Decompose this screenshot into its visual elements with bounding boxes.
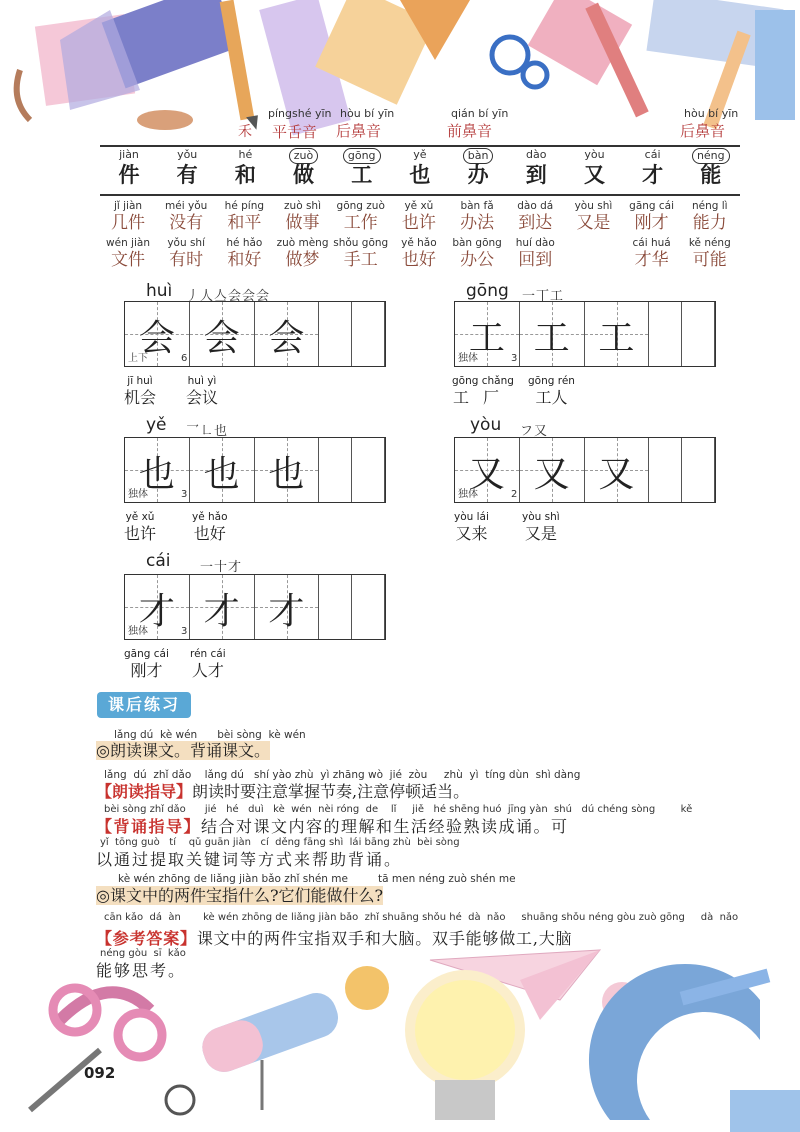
header-char-glyph: 又 xyxy=(583,162,605,187)
word-row2-7: huí dào 回到 xyxy=(515,237,555,270)
question-2: ◎课文中的两件宝指什么?它们能做什么? xyxy=(96,886,384,905)
header-char-glyph: 工 xyxy=(351,162,373,187)
header-char-pinyin: hé xyxy=(238,148,253,161)
header-char-glyph: 和 xyxy=(234,162,256,187)
ye-example-1: yě xǔ 也许 xyxy=(124,511,157,543)
header-char-0 xyxy=(104,148,154,188)
word-row1-10: néng lì 能力 xyxy=(691,200,728,233)
word-row1-3: zuò shì 做事 xyxy=(284,200,322,233)
recitation-guide-tag: 【背诵指导】 xyxy=(96,817,202,836)
word-row2-1: yǒu shí 有时 xyxy=(167,237,206,270)
g1-pinyin: lǎng dú zhǐ dǎo lǎng dú shí yào zhù yì zhāng wò jié zòu zhù yì tíng dùn shì dàng xyxy=(104,769,581,781)
ye-char: 也 xyxy=(203,454,240,495)
word-row2-3: zuò mèng 做梦 xyxy=(276,237,329,270)
word-row2-5: yě hǎo 也好 xyxy=(401,237,437,270)
word-row1-8: yòu shì 又是 xyxy=(574,200,613,233)
ye-pinyin: yě xyxy=(146,415,167,435)
ye-char: 也 xyxy=(138,454,175,495)
recitation-guide: 【背诵指导】结合对课文内容的理解和生活经验熟读成诵。可 xyxy=(96,817,569,836)
word-row1-2: hé píng 和平 xyxy=(224,200,265,233)
you-pinyin: yòu xyxy=(470,415,502,435)
header-note-2: hòu bí yīn 后鼻音 xyxy=(336,107,395,140)
hui-char: 会 xyxy=(138,318,175,359)
hui-writing-grid xyxy=(124,301,386,367)
header-char-pinyin: yǒu xyxy=(177,148,198,161)
gong-stroke-order: 一丅工 xyxy=(522,289,565,304)
you-char: 又 xyxy=(468,454,505,495)
gong-example-1: gōng chǎng 工厂 xyxy=(452,375,514,407)
hui-example-1: jī huì 机会 xyxy=(124,375,157,407)
hui-stroke-order: 丿人亼会会会 xyxy=(186,289,271,304)
reference-answer: 【参考答案】课文中的两件宝指双手和大脑。双手能够做工,大脑 xyxy=(96,929,573,948)
cai-pinyin: cái xyxy=(146,551,171,571)
reference-answer-cont: 能够思考。 xyxy=(96,961,187,980)
word-row1-4: gōng zuò 工作 xyxy=(336,200,385,233)
header-char-7 xyxy=(511,148,561,188)
header-char-5 xyxy=(395,148,445,188)
word-row2-10: kě néng 可能 xyxy=(688,237,731,270)
header-char-glyph: 件 xyxy=(118,162,140,187)
gong-char: 工 xyxy=(468,318,505,359)
hui-char: 会 xyxy=(268,318,305,359)
word-row1-6: bàn fǎ 办法 xyxy=(460,200,495,233)
header-char-1 xyxy=(162,148,212,188)
gong-example-2: gōng rén 工人 xyxy=(528,375,575,407)
header-char-pinyin: yòu xyxy=(584,148,605,161)
cai-example-2: rén cái 人才 xyxy=(190,648,226,680)
ye-example-2: yě hǎo 也好 xyxy=(192,511,228,543)
word-list-row-1 xyxy=(100,200,740,236)
word-row2-9: cái huá 才华 xyxy=(632,237,671,270)
word-row2-4: shǒu gōng 手工 xyxy=(333,237,389,270)
gong-writing-grid xyxy=(454,301,716,367)
header-char-2 xyxy=(220,148,270,188)
gong-structure: 独体 xyxy=(458,353,478,364)
header-char-pinyin: dào xyxy=(526,148,547,161)
reading-guide-tag: 【朗读指导】 xyxy=(96,782,193,801)
you-writing-grid xyxy=(454,437,716,503)
cai-stroke-count: 3 xyxy=(181,626,188,637)
header-char-pinyin: néng xyxy=(692,148,730,164)
cai-writing-grid xyxy=(124,574,386,640)
header-char-10 xyxy=(686,148,736,188)
header-char-4 xyxy=(337,148,387,188)
q2-pinyin: kè wén zhōng de liǎng jiàn bǎo zhǐ shén me tā men néng zuò shén me xyxy=(118,873,516,885)
header-char-8 xyxy=(569,148,619,188)
g2b-pinyin: yǐ tōng guò tí qǔ guān jiàn cí děng fāng shì lái bāng zhù bèi sòng xyxy=(100,837,460,848)
header-char-pinyin: gōng xyxy=(343,148,381,164)
word-row1-5: yě xǔ 也许 xyxy=(401,200,436,233)
stationery-illustration-bottom xyxy=(0,940,800,1132)
header-char-6 xyxy=(453,148,503,188)
hui-pinyin: huì xyxy=(146,281,173,301)
exercise-badge: 课后练习 xyxy=(97,692,191,718)
header-char-glyph: 做 xyxy=(293,162,315,187)
header-char-glyph: 办 xyxy=(467,162,489,187)
ye-char: 也 xyxy=(268,454,305,495)
word-row1-9: gāng cái 刚才 xyxy=(629,200,675,233)
word-row1-7: dào dá 到达 xyxy=(517,200,554,233)
hui-char: 会 xyxy=(203,318,240,359)
header-rule-top xyxy=(100,145,740,147)
gong-char: 工 xyxy=(598,318,635,359)
header-note-4: hòu bí yīn 后鼻音 xyxy=(680,107,739,140)
you-char: 又 xyxy=(598,454,635,495)
header-char-glyph: 才 xyxy=(642,162,664,187)
you-stroke-order: フ又 xyxy=(520,424,549,439)
gong-char: 工 xyxy=(533,318,570,359)
reference-answer-tag: 【参考答案】 xyxy=(96,929,197,948)
question-1: ◎朗读课文。背诵课文。 xyxy=(96,741,270,760)
word-row1-0: jǐ jiàn 几件 xyxy=(111,200,145,233)
header-char-pinyin: jiàn xyxy=(119,148,139,161)
you-example-1: yòu lái 又来 xyxy=(454,511,489,543)
header-char-glyph: 能 xyxy=(700,162,722,187)
header-char-pinyin: zuò xyxy=(289,148,318,164)
header-char-glyph: 到 xyxy=(525,162,547,187)
g2-pinyin: bèi sòng zhǐ dǎo jié hé duì kè wén nèi róng de lǐ jiě hé shēng huó jīng yàn shú dú chéng sòng kě xyxy=(104,804,693,815)
gong-stroke-count: 3 xyxy=(511,353,518,364)
q1-pinyin: lǎng dú kè wén bèi sòng kè wén xyxy=(114,729,306,741)
word-row2-0: wén jiàn 文件 xyxy=(106,237,150,270)
reading-guide: 【朗读指导】朗读时要注意掌握节奏,注意停顿适当。 xyxy=(96,782,470,801)
header-char-9 xyxy=(628,148,678,188)
header-note-3: qián bí yīn 前鼻音 xyxy=(447,107,509,140)
ye-stroke-order: 乛㇗也 xyxy=(186,424,229,439)
header-rule-bottom xyxy=(100,194,740,196)
ye-structure: 独体 xyxy=(128,489,148,500)
header-char-glyph: 也 xyxy=(409,162,431,187)
ye-stroke-count: 3 xyxy=(181,489,188,500)
gong-pinyin: gōng xyxy=(466,281,509,301)
header-char-pinyin: cái xyxy=(644,148,661,161)
word-list-row-2 xyxy=(100,237,740,273)
header-char-pinyin: bàn xyxy=(463,148,494,164)
hui-example-2: huì yì 会议 xyxy=(186,375,219,407)
answer-pinyin: cān kǎo dá àn kè wén zhōng de liǎng jiàn bǎo zhǐ shuāng shǒu hé dà nǎo shuāng shǒu néng gòu zuò gōng dà nǎo xyxy=(104,912,739,923)
ye-writing-grid xyxy=(124,437,386,503)
cai-char: 才 xyxy=(268,591,305,632)
you-example-2: yòu shì 又是 xyxy=(522,511,560,543)
header-char-3 xyxy=(279,148,329,188)
cai-char: 才 xyxy=(203,591,240,632)
cai-example-1: gāng cái 刚才 xyxy=(124,648,169,680)
you-stroke-count: 2 xyxy=(511,489,518,500)
you-char: 又 xyxy=(533,454,570,495)
recitation-guide-cont: 以通过提取关键词等方式来帮助背诵。 xyxy=(96,850,403,869)
page-number: 092 xyxy=(84,1064,116,1082)
answer-b-pinyin: néng gòu sī kǎo xyxy=(100,948,186,959)
cai-stroke-order: 一十才 xyxy=(200,560,243,575)
header-char-glyph: 有 xyxy=(176,162,198,187)
character-header-row xyxy=(100,148,740,196)
word-row2-2: hé hǎo 和好 xyxy=(226,237,263,270)
hui-structure: 上下 xyxy=(128,353,148,364)
header-char-pinyin: yě xyxy=(413,148,427,161)
cai-char: 才 xyxy=(138,591,175,632)
hui-stroke-count: 6 xyxy=(181,353,188,364)
you-structure: 独体 xyxy=(458,489,478,500)
cai-structure: 独体 xyxy=(128,626,148,637)
word-row2-6: bàn gōng 办公 xyxy=(452,237,502,270)
word-row1-1: méi yǒu 没有 xyxy=(165,200,208,233)
